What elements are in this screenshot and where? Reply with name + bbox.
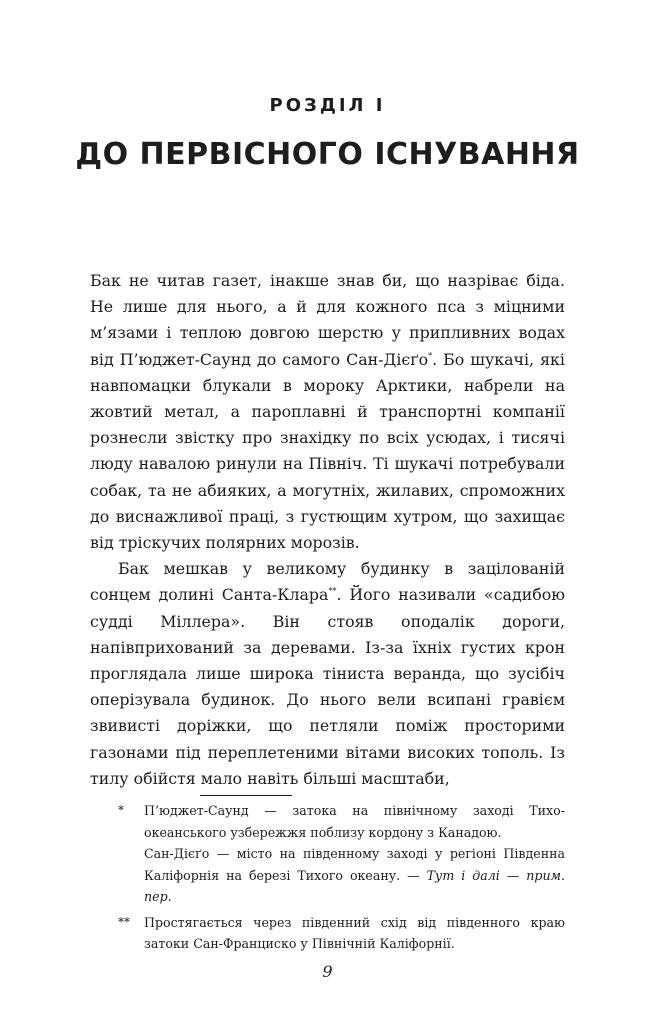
footnote-1 — [115, 800, 565, 908]
footnote-1-italic-2: прим. пер. — [144, 867, 565, 904]
footnote-mark-2: ** — [328, 587, 337, 597]
paragraph-1-text-b: . Бо шукачі, які навпомацки блукали в мороку Арктики, набрели на жовтий метал, а пароплавні й транспортні компанії рознесли звістку про знахідку по всіх усюдах, і тисячі люду навалою ринули на Північ. Ті шукачі потребували собак, та не абияких, а могутніх, жилавих, спроможних до виснажливої праці, з густющим хутром, що захищає від тріскучих полярних морозів. — [90, 349, 565, 553]
footnote-1-separator: — — [499, 867, 527, 883]
paragraph-1 — [90, 268, 565, 556]
footnote-1-line-1: П’юджет-Саунд — затока на північному заході Тихоокеанського узбережжя поблизу кордону з Канадою. — [144, 803, 565, 840]
paragraph-1-text-a: Бак не читав газет, інакше знав би, що назріває біда. Не лише для нього, а й для кожного пса з міцними м’язами і теплою довгою шерстю у припливних водах від П’юджет-Саунд до самого Сан-Дієґо — [90, 271, 565, 369]
footnote-1-italic-1: Тут і далі — [426, 867, 500, 883]
page-number: 9 — [322, 962, 333, 981]
footnote-1-line-2-text: Сан-Дієґо — місто на південному заході у регіоні Південна Каліфорнія на березі Тихого океану. — — [144, 846, 565, 883]
chapter-label: РОЗДІЛ І — [269, 95, 386, 116]
footnote-2-line-1: Простягається через південний схід від південного краю затоки Сан-Франциско у Північній Каліфорнії. — [144, 914, 565, 951]
footnotes — [115, 800, 565, 955]
footnote-2-symbol: ** — [118, 914, 130, 929]
paragraph-2-text-a: Бак мешкав у великому будинку в зацілованій сонцем долині Санта-Клара — [90, 559, 565, 605]
footnote-mark-1: * — [428, 351, 433, 361]
paragraph-2-text-b: . Його називали «садибою судді Міллера». Він стояв оподалік дороги, напівприхований за деревами. Із-за їхніх густих крон проглядала лише широка тіниста веранда, що зусібіч оперізувала будинок. До нього вели всипані гравієм звивисті доріжки, що петляли поміж просторими газонами під переплетеними вітами високих тополь. Із тилу обійстя мало навіть більші масштаби, — [90, 585, 565, 788]
footnote-1-line-2 — [144, 843, 565, 908]
chapter-title: ДО ПЕРВІСНОГО ІСНУВАННЯ — [75, 137, 580, 172]
footnote-2 — [115, 912, 565, 955]
body-text — [90, 268, 565, 792]
footnote-divider — [200, 795, 292, 796]
paragraph-2 — [90, 556, 565, 792]
footnote-1-symbol: * — [118, 803, 124, 817]
